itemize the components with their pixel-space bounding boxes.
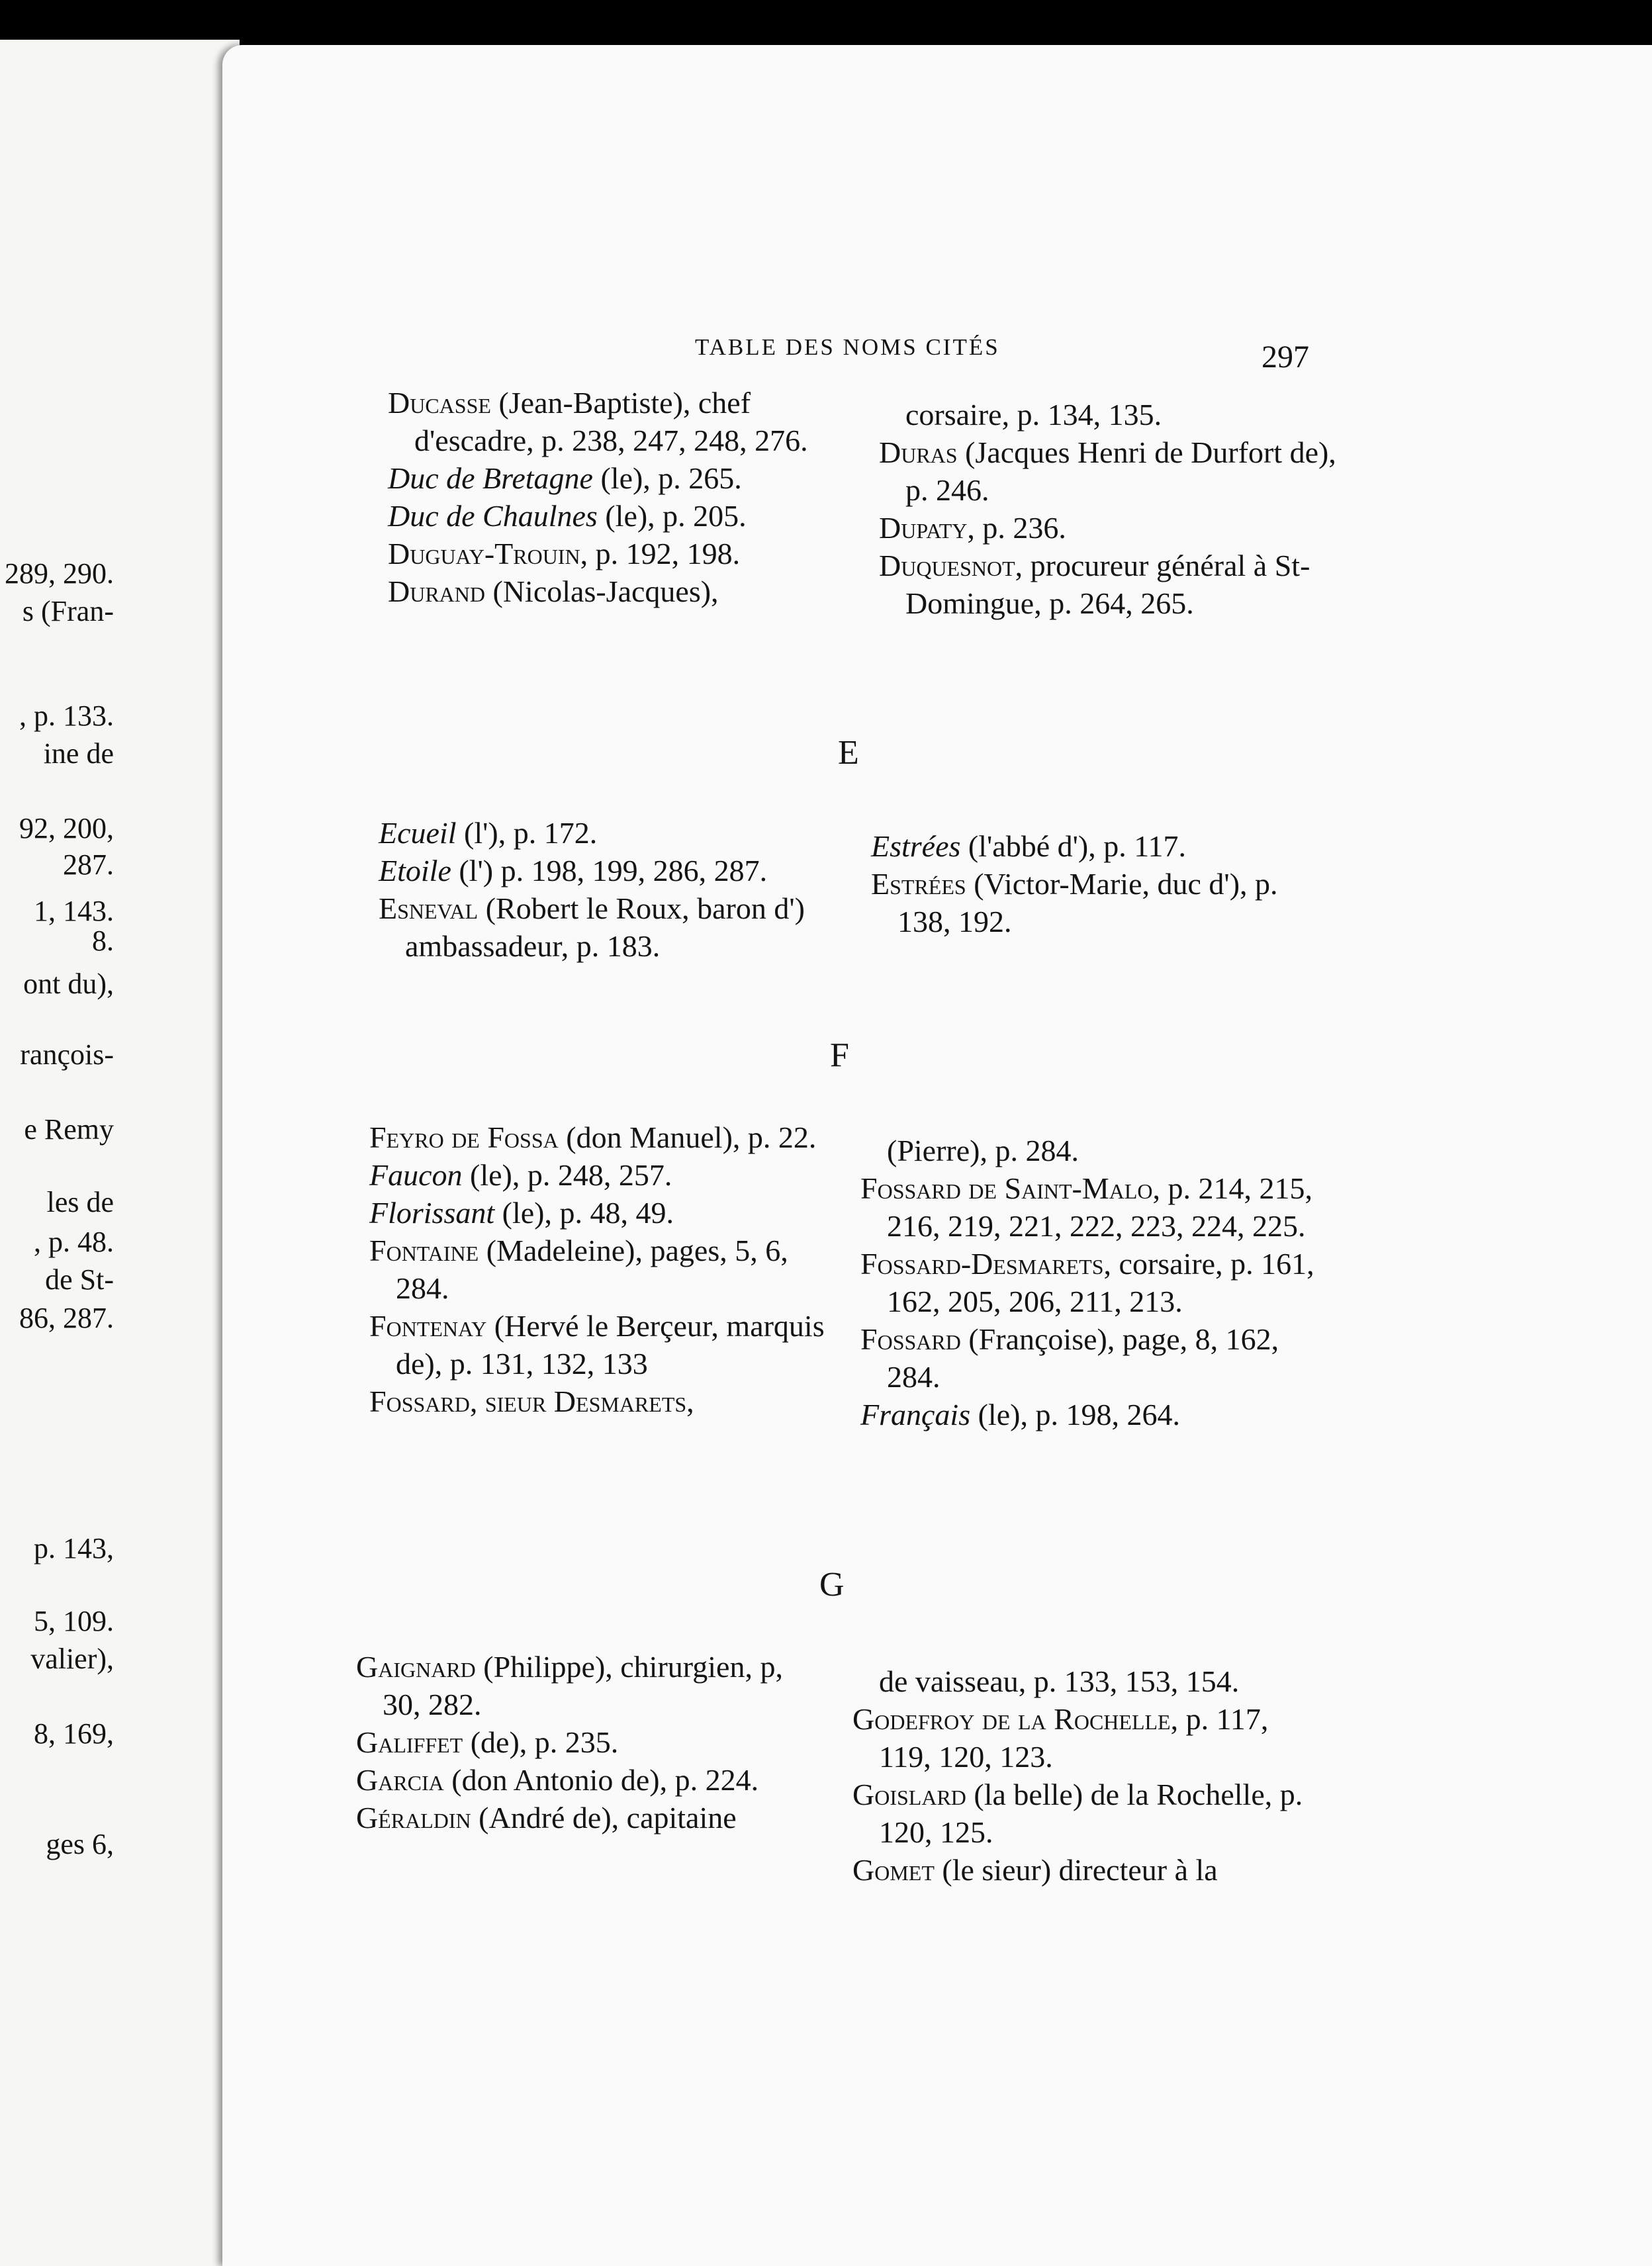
left-fragment: les de [46, 1186, 114, 1218]
entry-detail: (l') p. 198, 199, 286, 287. [451, 854, 768, 887]
index-column-g-left [356, 1648, 819, 1836]
left-fragment: de St- [45, 1263, 114, 1296]
index-entry [379, 814, 842, 852]
entry-detail: (Jacques Henri de Durfort de), p. 246. [905, 435, 1336, 507]
section-letter: F [830, 1036, 849, 1074]
left-page [0, 40, 240, 2266]
entry-name: Fossard de Saint-Malo [860, 1171, 1153, 1205]
entry-name: Godefroy de la Rochelle [852, 1702, 1171, 1736]
entry-name: Duguay-Trouin [388, 537, 580, 570]
entry-detail: (don Antonio de), p. 224. [443, 1763, 759, 1797]
entry-detail: (le), p. 248, 257. [462, 1158, 672, 1192]
left-fragment: e Remy [24, 1113, 114, 1146]
index-entry [860, 1169, 1324, 1245]
index-entry [388, 384, 851, 459]
entry-detail: (don Manuel), p. 22. [558, 1120, 817, 1154]
index-entry [356, 1723, 819, 1761]
entry-detail: (l'abbé d'), p. 117. [960, 829, 1187, 863]
index-column-f-right [860, 1132, 1324, 1433]
index-entry [369, 1118, 833, 1156]
entry-name: Faucon [369, 1158, 463, 1192]
entry-name: Géraldin [356, 1801, 471, 1835]
entry-detail: , p. 214, 215, 216, 219, 221, 222, 223, 224, 225. [887, 1171, 1312, 1243]
section-letter: E [838, 734, 859, 772]
entry-detail: (Hervé le Berçeur, marquis de), p. 131, 132, 133 [396, 1309, 825, 1381]
entry-detail: (le), p. 205. [597, 499, 747, 533]
entry-name: Florissant [369, 1196, 495, 1230]
entry-detail: (de), p. 235. [463, 1725, 619, 1759]
index-entry [369, 1307, 833, 1382]
entry-name: Galiffet [356, 1725, 463, 1759]
index-entry [388, 535, 851, 572]
entry-detail: (la belle) de la Rochelle, p. 120, 125. [879, 1778, 1303, 1849]
entry-name: Goislard [852, 1778, 966, 1811]
entry-detail: (Philippe), chirurgien, p, 30, 282. [383, 1650, 783, 1721]
index-entry [879, 547, 1342, 622]
left-fragment: 8. [92, 925, 114, 957]
entry-detail: (André de), capitaine [471, 1801, 737, 1835]
index-entry [379, 852, 842, 889]
index-entry [369, 1382, 833, 1420]
entry-detail: (Robert le Roux, baron d') ambassadeur, p. 183. [405, 891, 805, 963]
entry-name: Estrées [871, 867, 966, 901]
left-fragment: , p. 48. [34, 1226, 114, 1258]
entry-name: Gaignard [356, 1650, 476, 1684]
index-entry [388, 572, 851, 610]
section-letter: G [819, 1566, 845, 1604]
entry-detail: (Nicolas-Jacques), [485, 574, 719, 608]
index-entry [879, 509, 1342, 547]
index-entry [356, 1648, 819, 1723]
entry-detail: (Victor-Marie, duc d'), p. 138, 192. [897, 867, 1278, 938]
index-entry [852, 1851, 1316, 1889]
left-fragment: 92, 200, [19, 812, 114, 844]
entry-name: Duquesnot [879, 549, 1015, 582]
entry-name: Estrées [871, 829, 961, 863]
index-entry [356, 1799, 819, 1836]
index-column-g-right [852, 1662, 1316, 1889]
entry-name: Durand [388, 574, 486, 608]
index-entry [852, 1776, 1316, 1851]
entry-name: Duc de Chaulnes [388, 499, 598, 533]
index-column-d-right [879, 396, 1342, 622]
index-entry [860, 1396, 1324, 1433]
entry-detail: (le), p. 265. [592, 461, 742, 495]
index-entry [379, 889, 842, 965]
entry-detail: , procureur général à St-Domingue, p. 264, 265. [905, 549, 1310, 620]
entry-name: Esneval [379, 891, 479, 925]
index-column-e-left [379, 814, 842, 965]
entry-name: Gomet [852, 1853, 935, 1887]
left-fragment: 289, 290. [5, 557, 114, 590]
entry-name: Dupaty [879, 511, 968, 545]
entry-name: Ecueil [379, 816, 457, 850]
left-fragment: rançois- [20, 1038, 114, 1071]
index-entry [388, 497, 851, 535]
index-entry [369, 1156, 833, 1194]
entry-name: Ducasse [388, 386, 491, 420]
left-fragment: 287. [63, 848, 114, 881]
entry-detail: (le sieur) directeur à la [934, 1853, 1218, 1887]
left-fragment: , p. 133. [19, 700, 114, 732]
entry-detail: (Jean-Baptiste), chef d'escadre, p. 238, 247, 248, 276. [414, 386, 808, 457]
left-fragment: 86, 287. [19, 1302, 114, 1334]
entry-detail: (Madeleine), pages, 5, 6, 284. [396, 1234, 788, 1305]
entry-name: Fossard [860, 1322, 961, 1356]
left-fragment: ont du), [23, 968, 114, 1000]
index-entry [369, 1232, 833, 1307]
index-entry [356, 1761, 819, 1799]
entry-detail: (l'), p. 172. [456, 816, 598, 850]
left-fragment: s (Fran- [22, 595, 114, 627]
entry-detail: , [686, 1384, 694, 1418]
left-fragment: ges 6, [46, 1828, 114, 1860]
entry-name: Fontenay [369, 1309, 487, 1343]
entry-continuation: (Pierre), p. 284. [887, 1134, 1079, 1167]
entry-name: Duras [879, 435, 958, 469]
index-entry [369, 1194, 833, 1232]
left-fragment: 5, 109. [34, 1605, 114, 1637]
entry-name: Feyro de Fossa [369, 1120, 559, 1154]
index-entry [879, 433, 1342, 509]
entry-name: Etoile [379, 854, 451, 887]
entry-continuation: de vaisseau, p. 133, 153, 154. [879, 1664, 1240, 1698]
entry-detail: , p. 236. [967, 511, 1066, 545]
index-entry [852, 1700, 1316, 1776]
entry-name: Fontaine [369, 1234, 479, 1267]
index-entry [388, 459, 851, 497]
left-fragment: ine de [43, 737, 114, 770]
index-entry [871, 865, 1334, 940]
page-number: 297 [1262, 340, 1309, 375]
entry-name: Fossard, sieur Desmarets [369, 1384, 687, 1418]
index-column-e-right [871, 827, 1334, 940]
entry-detail: , corsaire, p. 161, 162, 205, 206, 211, 213. [887, 1247, 1314, 1318]
running-header: TABLE DES NOMS CITÉS [695, 334, 1000, 360]
index-entry [860, 1320, 1324, 1396]
entry-name: Fossard-Desmarets [860, 1247, 1104, 1281]
entry-detail: (le), p. 198, 264. [970, 1398, 1180, 1431]
index-column-f-left [369, 1118, 833, 1420]
left-fragment: 1, 143. [34, 895, 114, 927]
index-column-d-left [388, 384, 851, 610]
entry-name: Garcia [356, 1763, 444, 1797]
index-entry [860, 1245, 1324, 1320]
entry-detail: , p. 192, 198. [580, 537, 741, 570]
entry-name: Français [860, 1398, 971, 1431]
entry-detail: (Françoise), page, 8, 162, 284. [887, 1322, 1279, 1394]
left-fragment: p. 143, [34, 1532, 114, 1564]
page-top-edge [794, 0, 1652, 46]
entry-detail: (le), p. 48, 49. [494, 1196, 674, 1230]
entry-detail: , p. 117, 119, 120, 123. [879, 1702, 1269, 1774]
left-fragment: 8, 169, [34, 1717, 114, 1750]
index-entry [871, 827, 1334, 865]
left-fragment: valier), [30, 1643, 114, 1675]
entry-name: Duc de Bretagne [388, 461, 593, 495]
entry-continuation: corsaire, p. 134, 135. [905, 398, 1162, 431]
